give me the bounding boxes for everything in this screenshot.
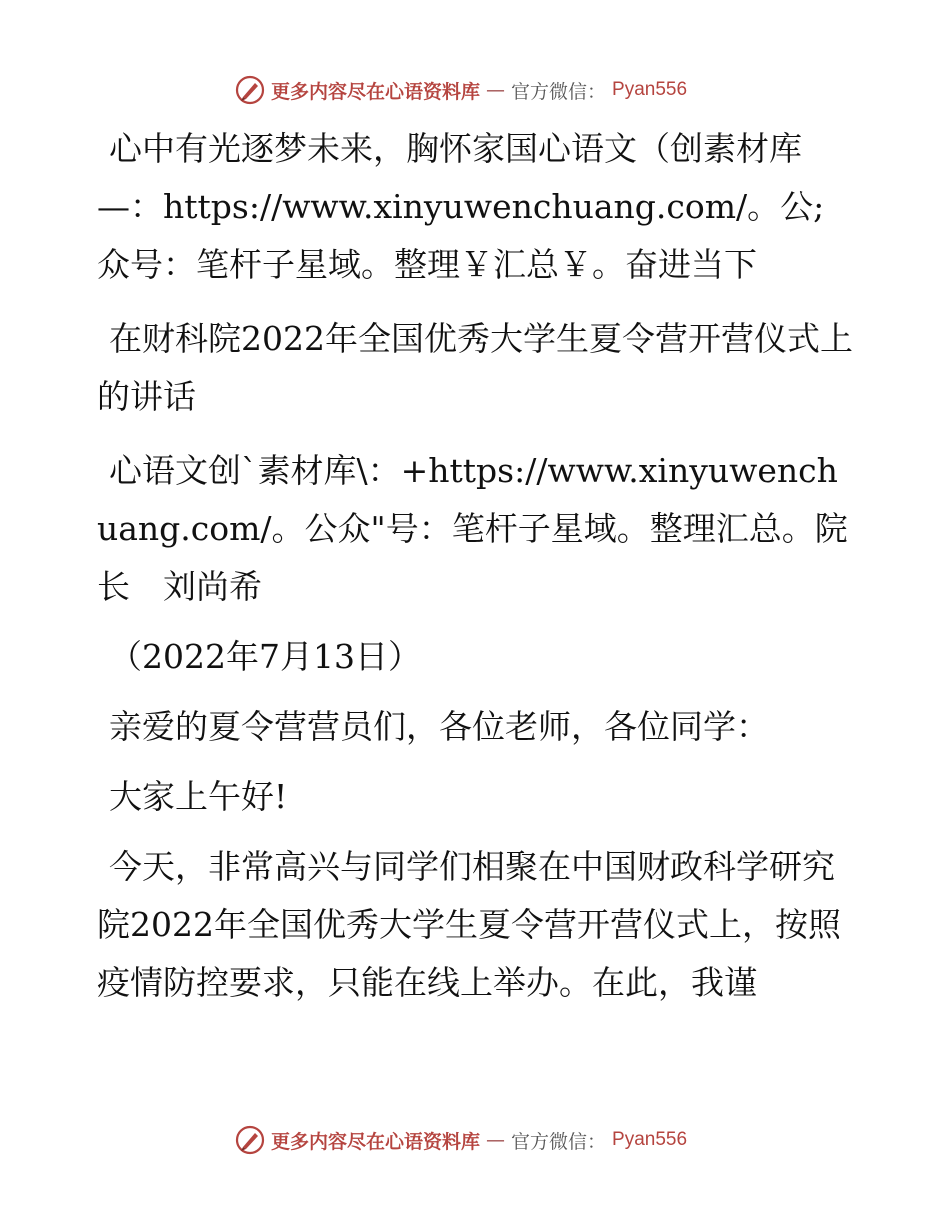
watermark-wechat-label: 官方微信： bbox=[511, 80, 607, 103]
watermark-wechat-id: Pyan556 bbox=[612, 79, 688, 100]
watermark-separator: — bbox=[486, 79, 506, 101]
paragraph-date: （2022年7月13日） bbox=[109, 637, 421, 676]
header-watermark bbox=[235, 72, 715, 108]
paragraph-opening: 今天，非常高兴与同学们相聚在中国财政科学研究院2022年全国优秀大学生夏令营开营仪式上，按照疫情防控要求，只能在线上举办。在此，我谨 bbox=[97, 847, 841, 1002]
watermark-main-text: 更多内容尽在心语资料库 bbox=[271, 1130, 481, 1153]
paragraph-salutation: 亲爱的夏令营营员们，各位老师，各位同学： bbox=[109, 707, 769, 746]
paragraph-intro: 心中有光逐梦未来，胸怀家国心语文（创素材库—：https://www.xinyuwenchuang.com/。公;众号：笔杆子星域。整理￥汇总￥。奋进当下 bbox=[97, 129, 825, 284]
watermark-separator: — bbox=[486, 1129, 506, 1151]
watermark-main-text: 更多内容尽在心语资料库 bbox=[271, 80, 481, 103]
watermark-wechat-label: 官方微信： bbox=[511, 1130, 607, 1153]
paragraph-speech-title: 在财科院2022年全国优秀大学生夏令营开营仪式上的讲话 bbox=[97, 319, 853, 416]
pen-logo-icon bbox=[235, 1125, 265, 1155]
pen-logo-icon bbox=[235, 75, 265, 105]
document-body bbox=[97, 120, 857, 1028]
paragraph-source-author: 心语文创`素材库\：+https://www.xinyuwenchuang.com/。公众"号：笔杆子星域。整理汇总。院长 刘尚希 bbox=[97, 451, 848, 606]
watermark-wechat-id: Pyan556 bbox=[612, 1129, 688, 1150]
footer-watermark bbox=[235, 1122, 715, 1158]
paragraph-greeting: 大家上午好! bbox=[109, 777, 288, 816]
